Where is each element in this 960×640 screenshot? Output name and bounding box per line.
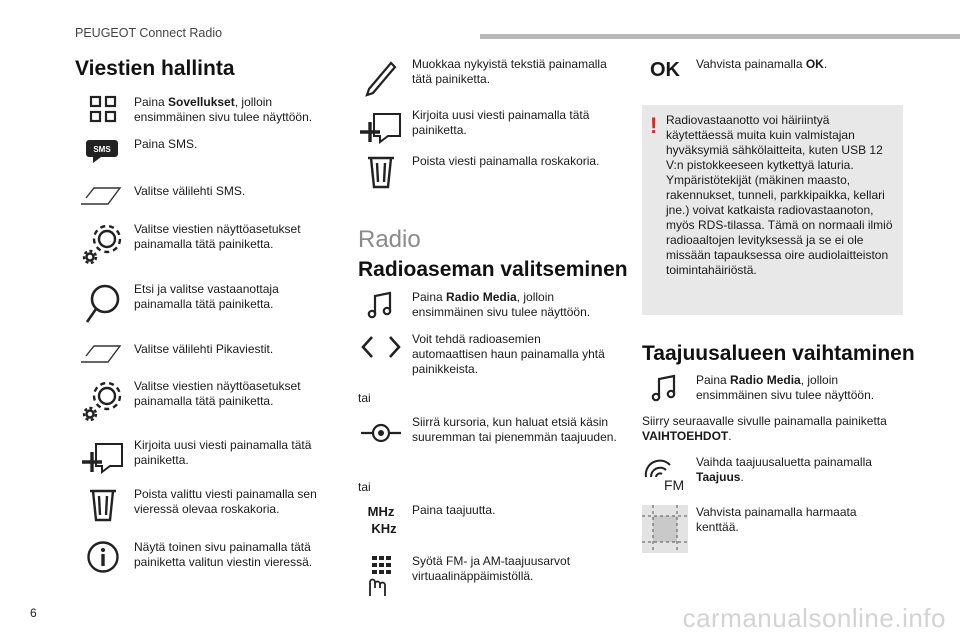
svg-text:SMS: SMS [93, 145, 111, 154]
list-item: MHz KHz Paina taajuutta. [358, 503, 623, 537]
list-item: Siirrä kursoria, kun haluat etsiä käsin suuremman tai pienemmän taajuuden. [358, 415, 623, 451]
list-item: SMS Paina SMS. [80, 137, 340, 165]
list-item: Paina Sovellukset, jolloin ensimmäinen sivu tulee näyttöön. [80, 95, 340, 125]
section-title-band: Taajuusalueen vaihtaminen [642, 342, 915, 365]
chapter-title-radio: Radio [358, 226, 421, 253]
tab-icon [80, 184, 126, 208]
watermark: carmanualsonline.info [682, 603, 946, 633]
list-item: Vahvista painamalla harmaata kenttää. [642, 505, 912, 553]
music-note-icon [642, 373, 688, 403]
frequency-unit-icon: MHz KHz [367, 504, 397, 536]
apps-icon [80, 95, 126, 125]
sms-icon [80, 137, 126, 165]
list-item: Valitse välilehti Pikaviestit. [80, 342, 340, 366]
pencil-icon [358, 57, 404, 97]
ok-icon: OK [650, 59, 680, 81]
list-item: Valitse viestien näyttöasetukset painamalla tätä painiketta. [80, 222, 340, 266]
page-header: PEUGEOT Connect Radio [75, 26, 223, 40]
list-item: Poista valittu viesti painamalla sen vieressä olevaa roskakoria. [80, 487, 340, 523]
keypad-icon [358, 554, 404, 600]
warning-icon: ! [650, 113, 658, 138]
list-item: Kirjoita uusi viesti painamalla tätä painiketta. [358, 108, 623, 144]
trash-icon [358, 154, 404, 190]
new-message-icon [358, 108, 404, 144]
list-item: Muokkaa nykyistä tekstiä painamalla tätä painiketta. [358, 57, 623, 97]
list-item: Poista viesti painamalla roskakoria. [358, 154, 623, 190]
section-title-messages: Viestien hallinta [75, 57, 235, 80]
info-icon [80, 540, 126, 574]
list-item: OK Vahvista painamalla OK. [642, 57, 912, 82]
list-item: Etsi ja valitse vastaanottaja painamalla tätä painiketta. [80, 282, 340, 326]
warning-box [642, 105, 903, 315]
tuner-cursor-icon [358, 415, 404, 451]
list-item: Valitse viestien näyttöasetukset painamalla tätä painiketta. [80, 379, 340, 423]
page-number: 6 [30, 606, 37, 620]
chevrons-icon [358, 332, 404, 377]
section-title-station: Radioaseman valitseminen [358, 258, 628, 281]
header-bar [480, 34, 960, 39]
list-item: Kirjoita uusi viesti painamalla tätä painiketta. [80, 438, 340, 474]
fm-band-icon [642, 455, 688, 495]
grey-field-icon [642, 505, 688, 553]
warning-text: Radiovastaanotto voi häiriintyä käytettäessä muita kuin valmistajan hyväksymiä sähkölaitteita, kuten USB 12 V:n pistokkeeseen kytkettyä laturia. Ympäristötekijät (mäkinen maasto, rakennukset, tunneli, parkkipaikka, kellari jne.) voivat katkaista radiovastaanoton, myös RDS-tilassa. Tämä on normaali ilmiö radioaaltojen levityksessä ja se ei ole missään tapauksessa oire audiolaitteiston toimintahäiriöstä. [666, 113, 893, 277]
search-icon [80, 282, 126, 326]
list-item: Paina Radio Media, jolloin ensimmäinen sivu tulee näyttöön. [358, 290, 623, 320]
music-note-icon [358, 290, 404, 320]
list-item: Paina Radio Media, jolloin ensimmäinen sivu tulee näyttöön. [642, 373, 912, 403]
list-item: Voit tehdä radioasemien automaattisen haun painamalla yhtä painikkeista. [358, 332, 623, 377]
gear-icon [80, 222, 126, 266]
list-item: Valitse välilehti SMS. [80, 184, 340, 208]
list-item: Näytä toinen sivu painamalla tätä painiketta valitun viestin vieressä. [80, 540, 340, 574]
list-item: Syötä FM- ja AM-taajuusarvot virtuaalinäppäimistöllä. [358, 554, 623, 600]
svg-text:FM: FM [664, 477, 685, 493]
trash-icon [80, 487, 126, 523]
gear-icon [80, 379, 126, 423]
new-message-icon [80, 438, 126, 474]
list-item: FM Vaihda taajuusaluetta painamalla Taajuus. [642, 455, 912, 495]
tab-icon [80, 342, 126, 366]
